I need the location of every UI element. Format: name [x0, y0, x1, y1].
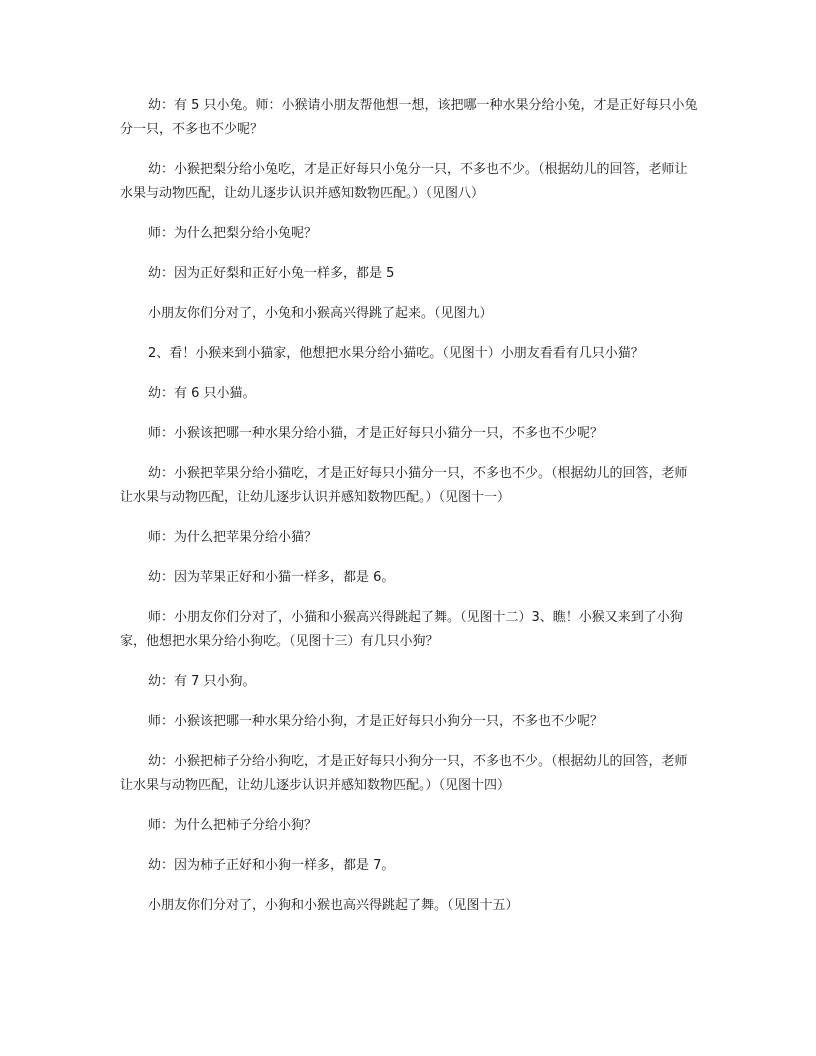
paragraph: 小朋友你们分对了，小狗和小猴也高兴得跳起了舞。（见图十五） [148, 898, 519, 913]
paragraph: 2、看！小猴来到小猫家，他想把水果分给小猫吃。（见图十）小朋友看看有几只小猫？ [148, 346, 644, 361]
paragraph: 小朋友你们分对了，小兔和小猴高兴得跳了起来。（见图九） [148, 306, 493, 321]
paragraph: 幼：小猴把柿子分给小狗吃，才是正好每只小狗分一只，不多也不少。（根据幼儿的回答，老师让水果与动物匹配，让幼儿逐步认识并感知数物匹配。）（见图十四） [120, 754, 688, 793]
paragraph: 师：小猴该把哪一种水果分给小猫，才是正好每只小猫分一只，不多也不少呢？ [148, 426, 604, 441]
paragraph: 幼：因为苹果正好和小猫一样多，都是 6。 [148, 570, 395, 585]
document-body [120, 94, 698, 934]
paragraph: 师：小朋友你们分对了，小猫和小猴高兴得跳起了舞。（见图十二）3、瞧！小猴又来到了小狗家，他想把水果分给小狗吃。（见图十三）有几只小狗？ [120, 610, 683, 649]
paragraph: 幼：因为正好梨和正好小兔一样多，都是 5 [148, 266, 395, 281]
paragraph: 幼：有 7 只小狗。 [148, 674, 256, 689]
paragraph: 幼：小猴把苹果分给小猫吃，才是正好每只小猫分一只，不多也不少。（根据幼儿的回答，老师让水果与动物匹配，让幼儿逐步认识并感知数物匹配。）（见图十一） [120, 466, 688, 505]
paragraph: 幼：有 5 只小兔。师：小猴请小朋友帮他想一想，该把哪一种水果分给小兔，才是正好每只小兔分一只，不多也不少呢？ [120, 98, 698, 137]
paragraph: 幼：因为柿子正好和小狗一样多，都是 7。 [148, 858, 395, 873]
paragraph: 师：为什么把梨分给小兔呢？ [148, 226, 318, 241]
paragraph: 幼：小猴把梨分给小兔吃，才是正好每只小兔分一只，不多也不少。（根据幼儿的回答，老师让水果与动物匹配，让幼儿逐步认识并感知数物匹配。）（见图八） [120, 162, 688, 201]
paragraph: 幼：有 6 只小猫。 [148, 386, 256, 401]
paragraph: 师：为什么把苹果分给小猫？ [148, 530, 318, 545]
paragraph: 师：为什么把柿子分给小狗？ [148, 818, 318, 833]
paragraph: 师：小猴该把哪一种水果分给小狗，才是正好每只小狗分一只，不多也不少呢？ [148, 714, 604, 729]
